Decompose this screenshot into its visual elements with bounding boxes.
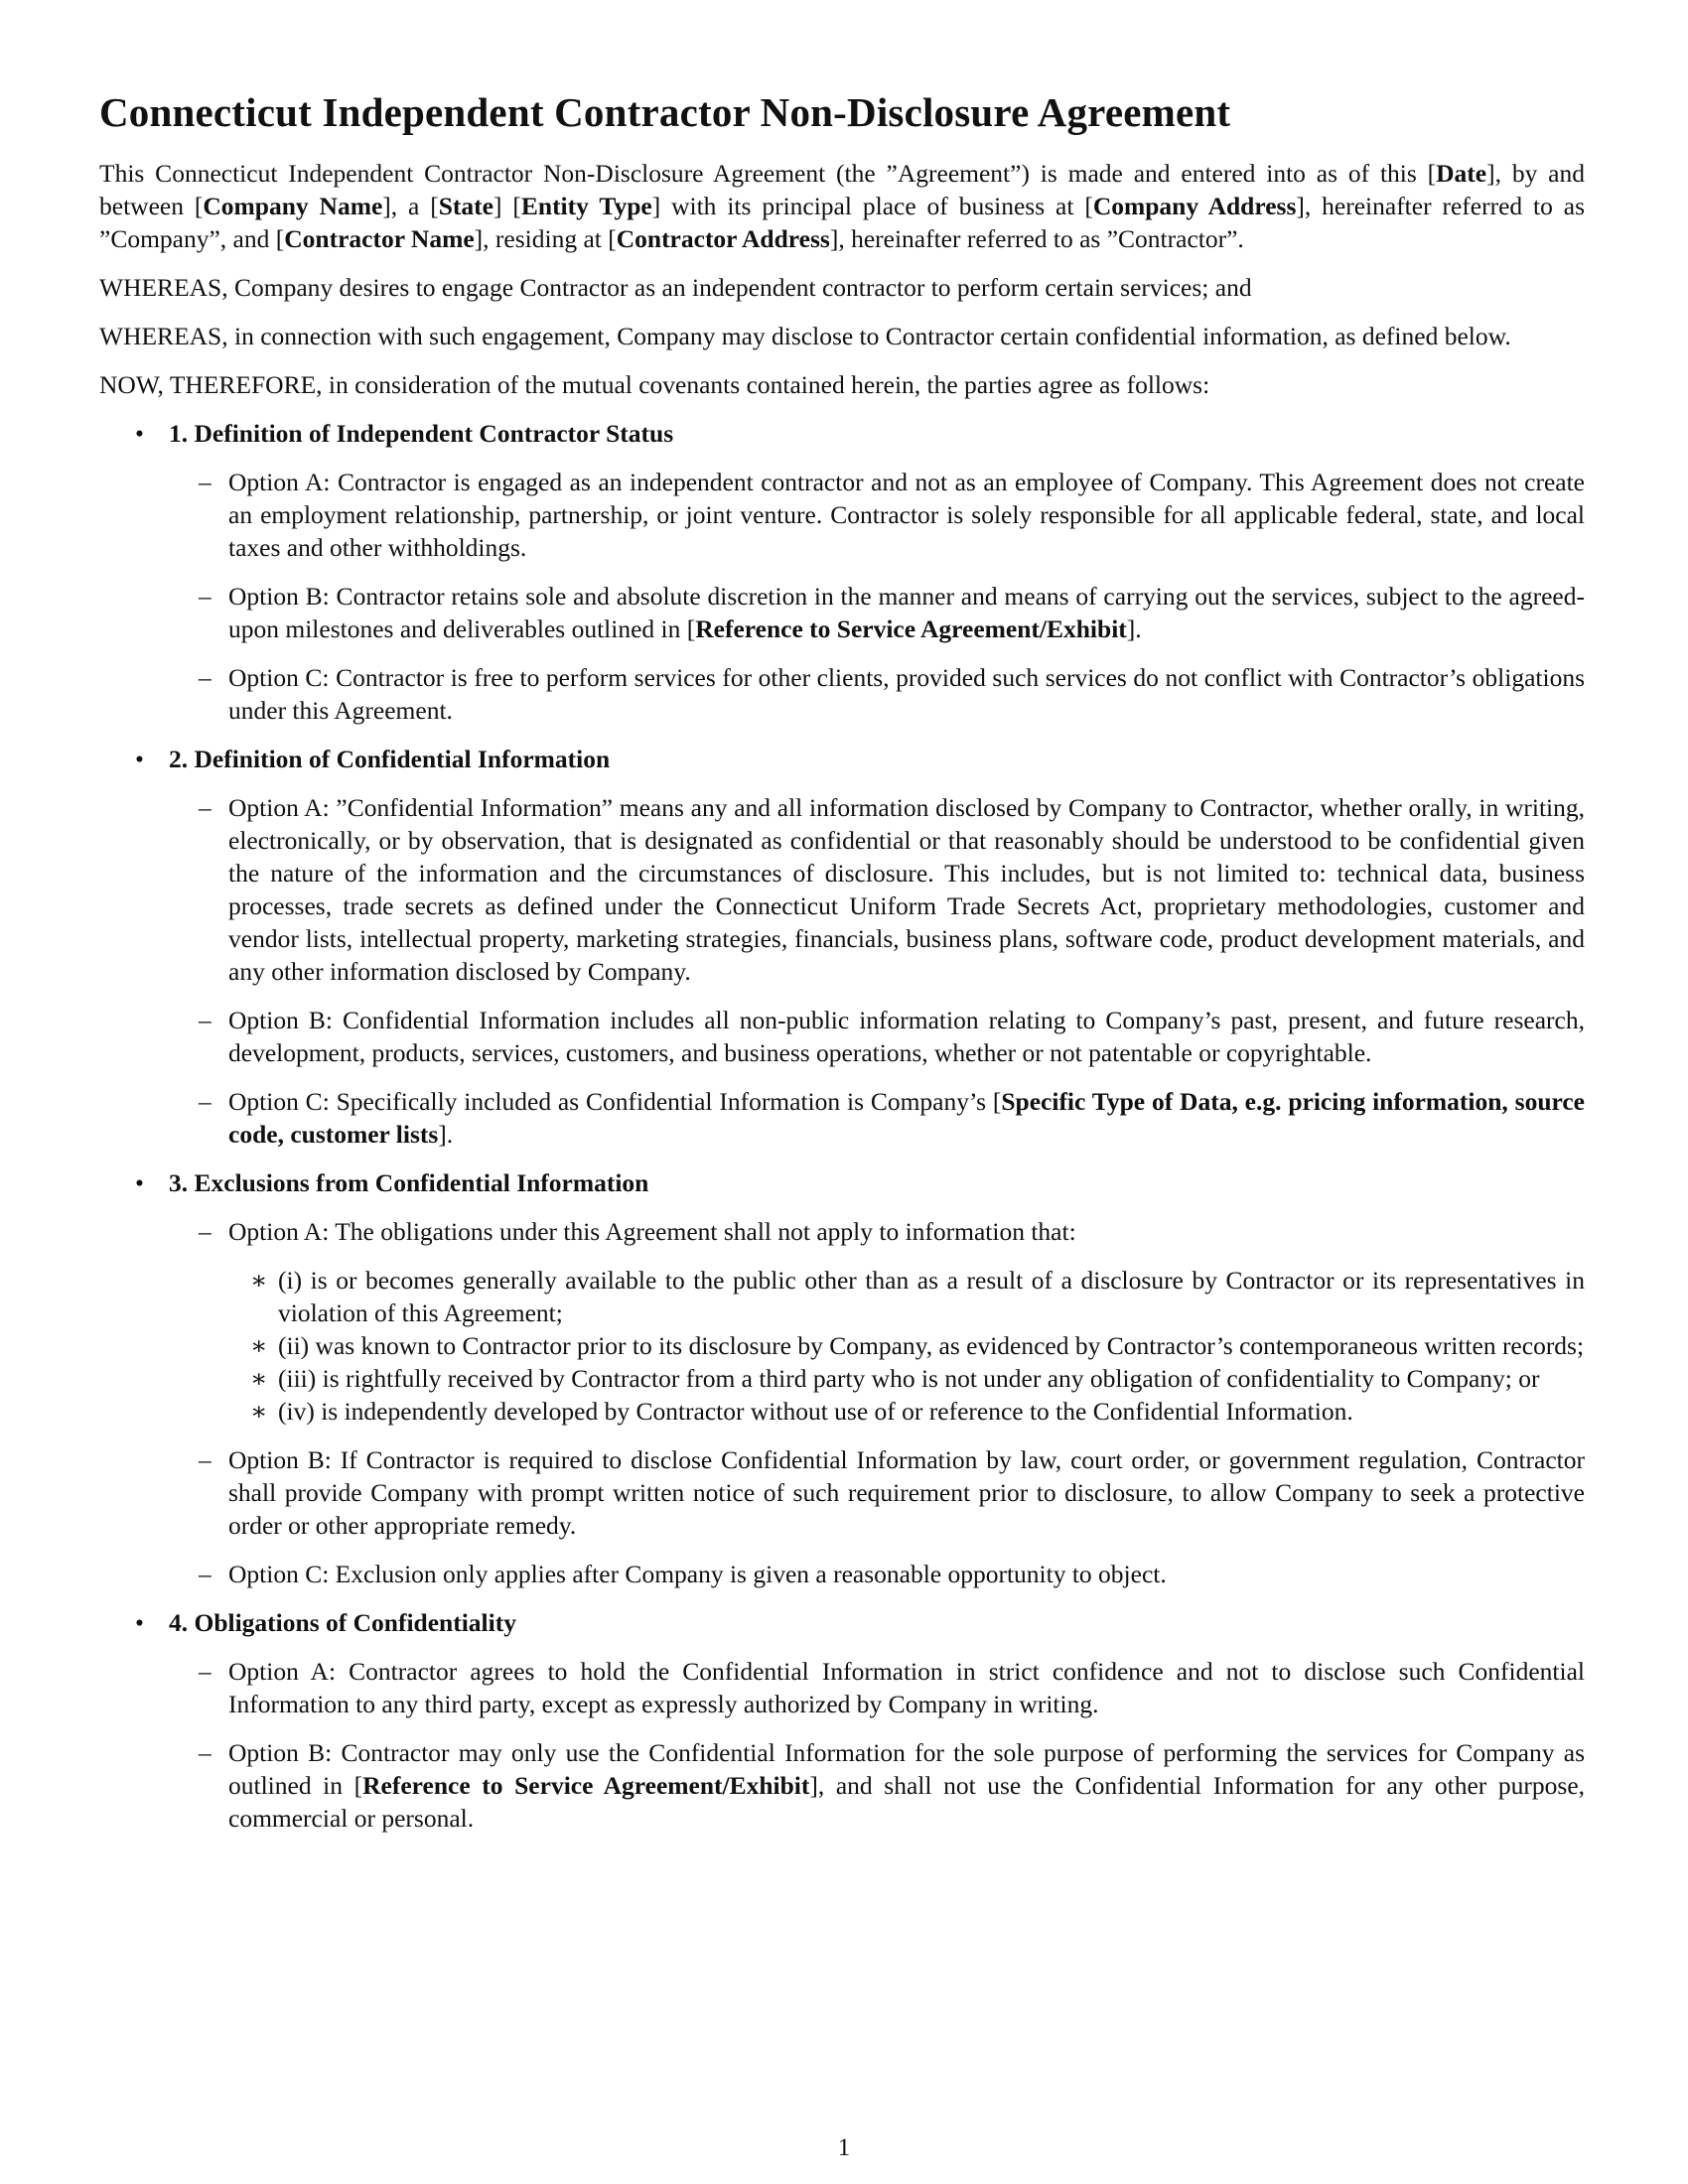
intro-text: ], hereinafter referred to as ”Company”, and [ — [99, 192, 1586, 253]
option-item — [169, 791, 1585, 988]
page-number: 1 — [837, 2134, 851, 2161]
option-item — [169, 1443, 1585, 1542]
document-title: Connecticut Independent Contractor Non-Disclosure Agreement — [99, 89, 1231, 135]
dash-icon: – — [199, 1006, 211, 1034]
intro-text: ], hereinafter referred to as ”Contractor”. — [829, 224, 1244, 253]
section-heading: 4. Obligations of Confidentiality — [169, 1608, 516, 1637]
entity-type-placeholder: Entity Type — [520, 192, 652, 220]
exclusion-text: (iv) is independently developed by Contractor without use of or reference to the Confidential Information. — [278, 1397, 1353, 1426]
section-item — [99, 1166, 1585, 1590]
sections-list — [99, 417, 1585, 1835]
option-item — [169, 1085, 1585, 1151]
state-placeholder: State — [438, 192, 493, 220]
option-text: Option B: Contractor may only use the Confidential Information for the sole purpose of performing the services for Company as outlined in [ — [228, 1738, 1585, 1800]
dash-icon: – — [199, 1087, 211, 1116]
intro-text: ], a [ — [382, 192, 439, 220]
exclusion-text: (iii) is rightfully received by Contractor from a third party who is not under any obligation of confidentiality to Company; or — [278, 1364, 1540, 1393]
option-item — [169, 661, 1585, 727]
whereas-clause-2: WHEREAS, in connection with such engagement, Company may disclose to Contractor certain confidential information, as defined below. — [99, 322, 1511, 350]
option-text: Option B: Contractor retains sole and absolute discretion in the manner and means of carrying out the services, subject to the agreed-upon milestones and deliverables outlined in [ — [228, 582, 1585, 643]
option-item — [169, 1558, 1585, 1590]
reference-placeholder: Specific Type of Data, e.g. pricing information, source code, customer lists — [228, 1087, 1586, 1149]
reference-placeholder: Reference to Service Agreement/Exhibit — [695, 614, 1127, 643]
exclusion-item — [228, 1329, 1585, 1362]
dash-icon: – — [199, 1217, 211, 1246]
exclusion-item — [228, 1264, 1585, 1329]
option-text: Option A: The obligations under this Agreement shall not apply to information that: — [228, 1217, 1076, 1246]
option-text: Option C: Specifically included as Confidential Information is Company’s [ — [228, 1087, 1002, 1116]
exclusion-item — [228, 1395, 1585, 1428]
option-text: ]. — [1126, 614, 1142, 643]
dash-icon: – — [199, 663, 211, 692]
asterisk-icon: ∗ — [250, 1397, 268, 1426]
dash-icon: – — [199, 468, 211, 496]
bullet-icon: • — [135, 419, 144, 448]
dash-icon: – — [199, 582, 211, 611]
option-text: Option A: Contractor agrees to hold the Confidential Information in strict confidence and not to disclose such Confidential Information to any third party, except as expressly authorized by Company in writing. — [228, 1657, 1585, 1718]
option-text: ], and shall not use the Confidential Information for any other purpose, commercial or personal. — [228, 1771, 1586, 1833]
option-text: ]. — [438, 1120, 454, 1149]
bullet-icon: • — [135, 1168, 144, 1197]
intro-text: ] [ — [492, 192, 521, 220]
dash-icon: – — [199, 1445, 211, 1474]
bullet-icon: • — [135, 745, 144, 773]
intro-text: This Connecticut Independent Contractor Non-Disclosure Agreement (the ”Agreement”) is made and entered into as of this [ — [99, 159, 1437, 188]
asterisk-icon: ∗ — [250, 1266, 268, 1295]
bullet-icon: • — [135, 1608, 144, 1637]
contractor-name-placeholder: Contractor Name — [284, 224, 475, 253]
exclusions-list — [228, 1264, 1585, 1428]
intro-text: ] with its principal place of business at [ — [651, 192, 1093, 220]
option-item — [169, 1655, 1585, 1720]
document-page — [99, 87, 1585, 1850]
asterisk-icon: ∗ — [250, 1364, 268, 1393]
option-text: Option C: Contractor is free to perform services for other clients, provided such services do not conflict with Contractor’s obligations under this Agreement. — [228, 663, 1585, 725]
options-list — [169, 791, 1585, 1151]
intro-text: ], by and between [ — [99, 159, 1586, 220]
options-list — [169, 1655, 1585, 1835]
option-item — [169, 466, 1585, 564]
contractor-address-placeholder: Contractor Address — [616, 224, 830, 253]
exclusion-text: (i) is or becomes generally available to the public other than as a result of a disclosure by Contractor or its representatives in violation of this Agreement; — [278, 1266, 1585, 1327]
option-item — [169, 1736, 1585, 1835]
reference-placeholder: Reference to Service Agreement/Exhibit — [362, 1771, 810, 1800]
section-heading: 1. Definition of Independent Contractor Status — [169, 419, 674, 448]
section-heading: 2. Definition of Confidential Information — [169, 745, 611, 773]
dash-icon: – — [199, 793, 211, 822]
option-text: Option A: Contractor is engaged as an independent contractor and not as an employee of Company. This Agreement does not create an employment relationship, partnership, or joint venture. Contractor is solely responsible for all applicable federal, state, and local taxes and other withholdings. — [228, 468, 1585, 562]
section-item — [99, 1606, 1585, 1835]
section-heading: 3. Exclusions from Confidential Information — [169, 1168, 649, 1197]
exclusion-item — [228, 1362, 1585, 1395]
now-therefore-clause: NOW, THEREFORE, in consideration of the mutual covenants contained herein, the parties agree as follows: — [99, 370, 1210, 399]
option-item — [169, 1004, 1585, 1069]
intro-paragraph — [99, 157, 1585, 255]
whereas-clause-1: WHEREAS, Company desires to engage Contractor as an independent contractor to perform certain services; and — [99, 273, 1252, 302]
dash-icon: – — [199, 1560, 211, 1588]
dash-icon: – — [199, 1657, 211, 1686]
section-item — [99, 743, 1585, 1151]
dash-icon: – — [199, 1738, 211, 1767]
asterisk-icon: ∗ — [250, 1331, 268, 1360]
option-item — [169, 1215, 1585, 1428]
option-text: Option B: Confidential Information includes all non-public information relating to Company’s past, present, and future research, development, products, services, customers, and business operations, whether or not patentable or copyrightable. — [228, 1006, 1585, 1067]
option-text: Option A: ”Confidential Information” means any and all information disclosed by Company to Contractor, whether orally, in writing, electronically, or by observation, that is designated as confidential or that reasonably should be understood to be confidential given the nature of the information and the circumstances of disclosure. This includes, but is not limited to: technical data, business processes, trade secrets as defined under the Connecticut Uniform Trade Secrets Act, proprietary methodologies, customer and vendor lists, intellectual property, marketing strategies, financials, business plans, software code, product development materials, and any other information disclosed by Company. — [228, 793, 1585, 986]
options-list — [169, 1215, 1585, 1590]
company-name-placeholder: Company Name — [203, 192, 383, 220]
options-list — [169, 466, 1585, 727]
exclusion-text: (ii) was known to Contractor prior to its disclosure by Company, as evidenced by Contractor’s contemporaneous written records; — [278, 1331, 1585, 1360]
option-text: Option C: Exclusion only applies after Company is given a reasonable opportunity to object. — [228, 1560, 1167, 1588]
option-text: Option B: If Contractor is required to disclose Confidential Information by law, court order, or government regulation, Contractor shall provide Company with prompt written notice of such requirement prior to disclosure, to allow Company to seek a protective order or other appropriate remedy. — [228, 1445, 1585, 1540]
company-address-placeholder: Company Address — [1092, 192, 1297, 220]
section-item — [99, 417, 1585, 727]
intro-text: ], residing at [ — [474, 224, 617, 253]
option-item — [169, 580, 1585, 645]
date-placeholder: Date — [1436, 159, 1487, 188]
